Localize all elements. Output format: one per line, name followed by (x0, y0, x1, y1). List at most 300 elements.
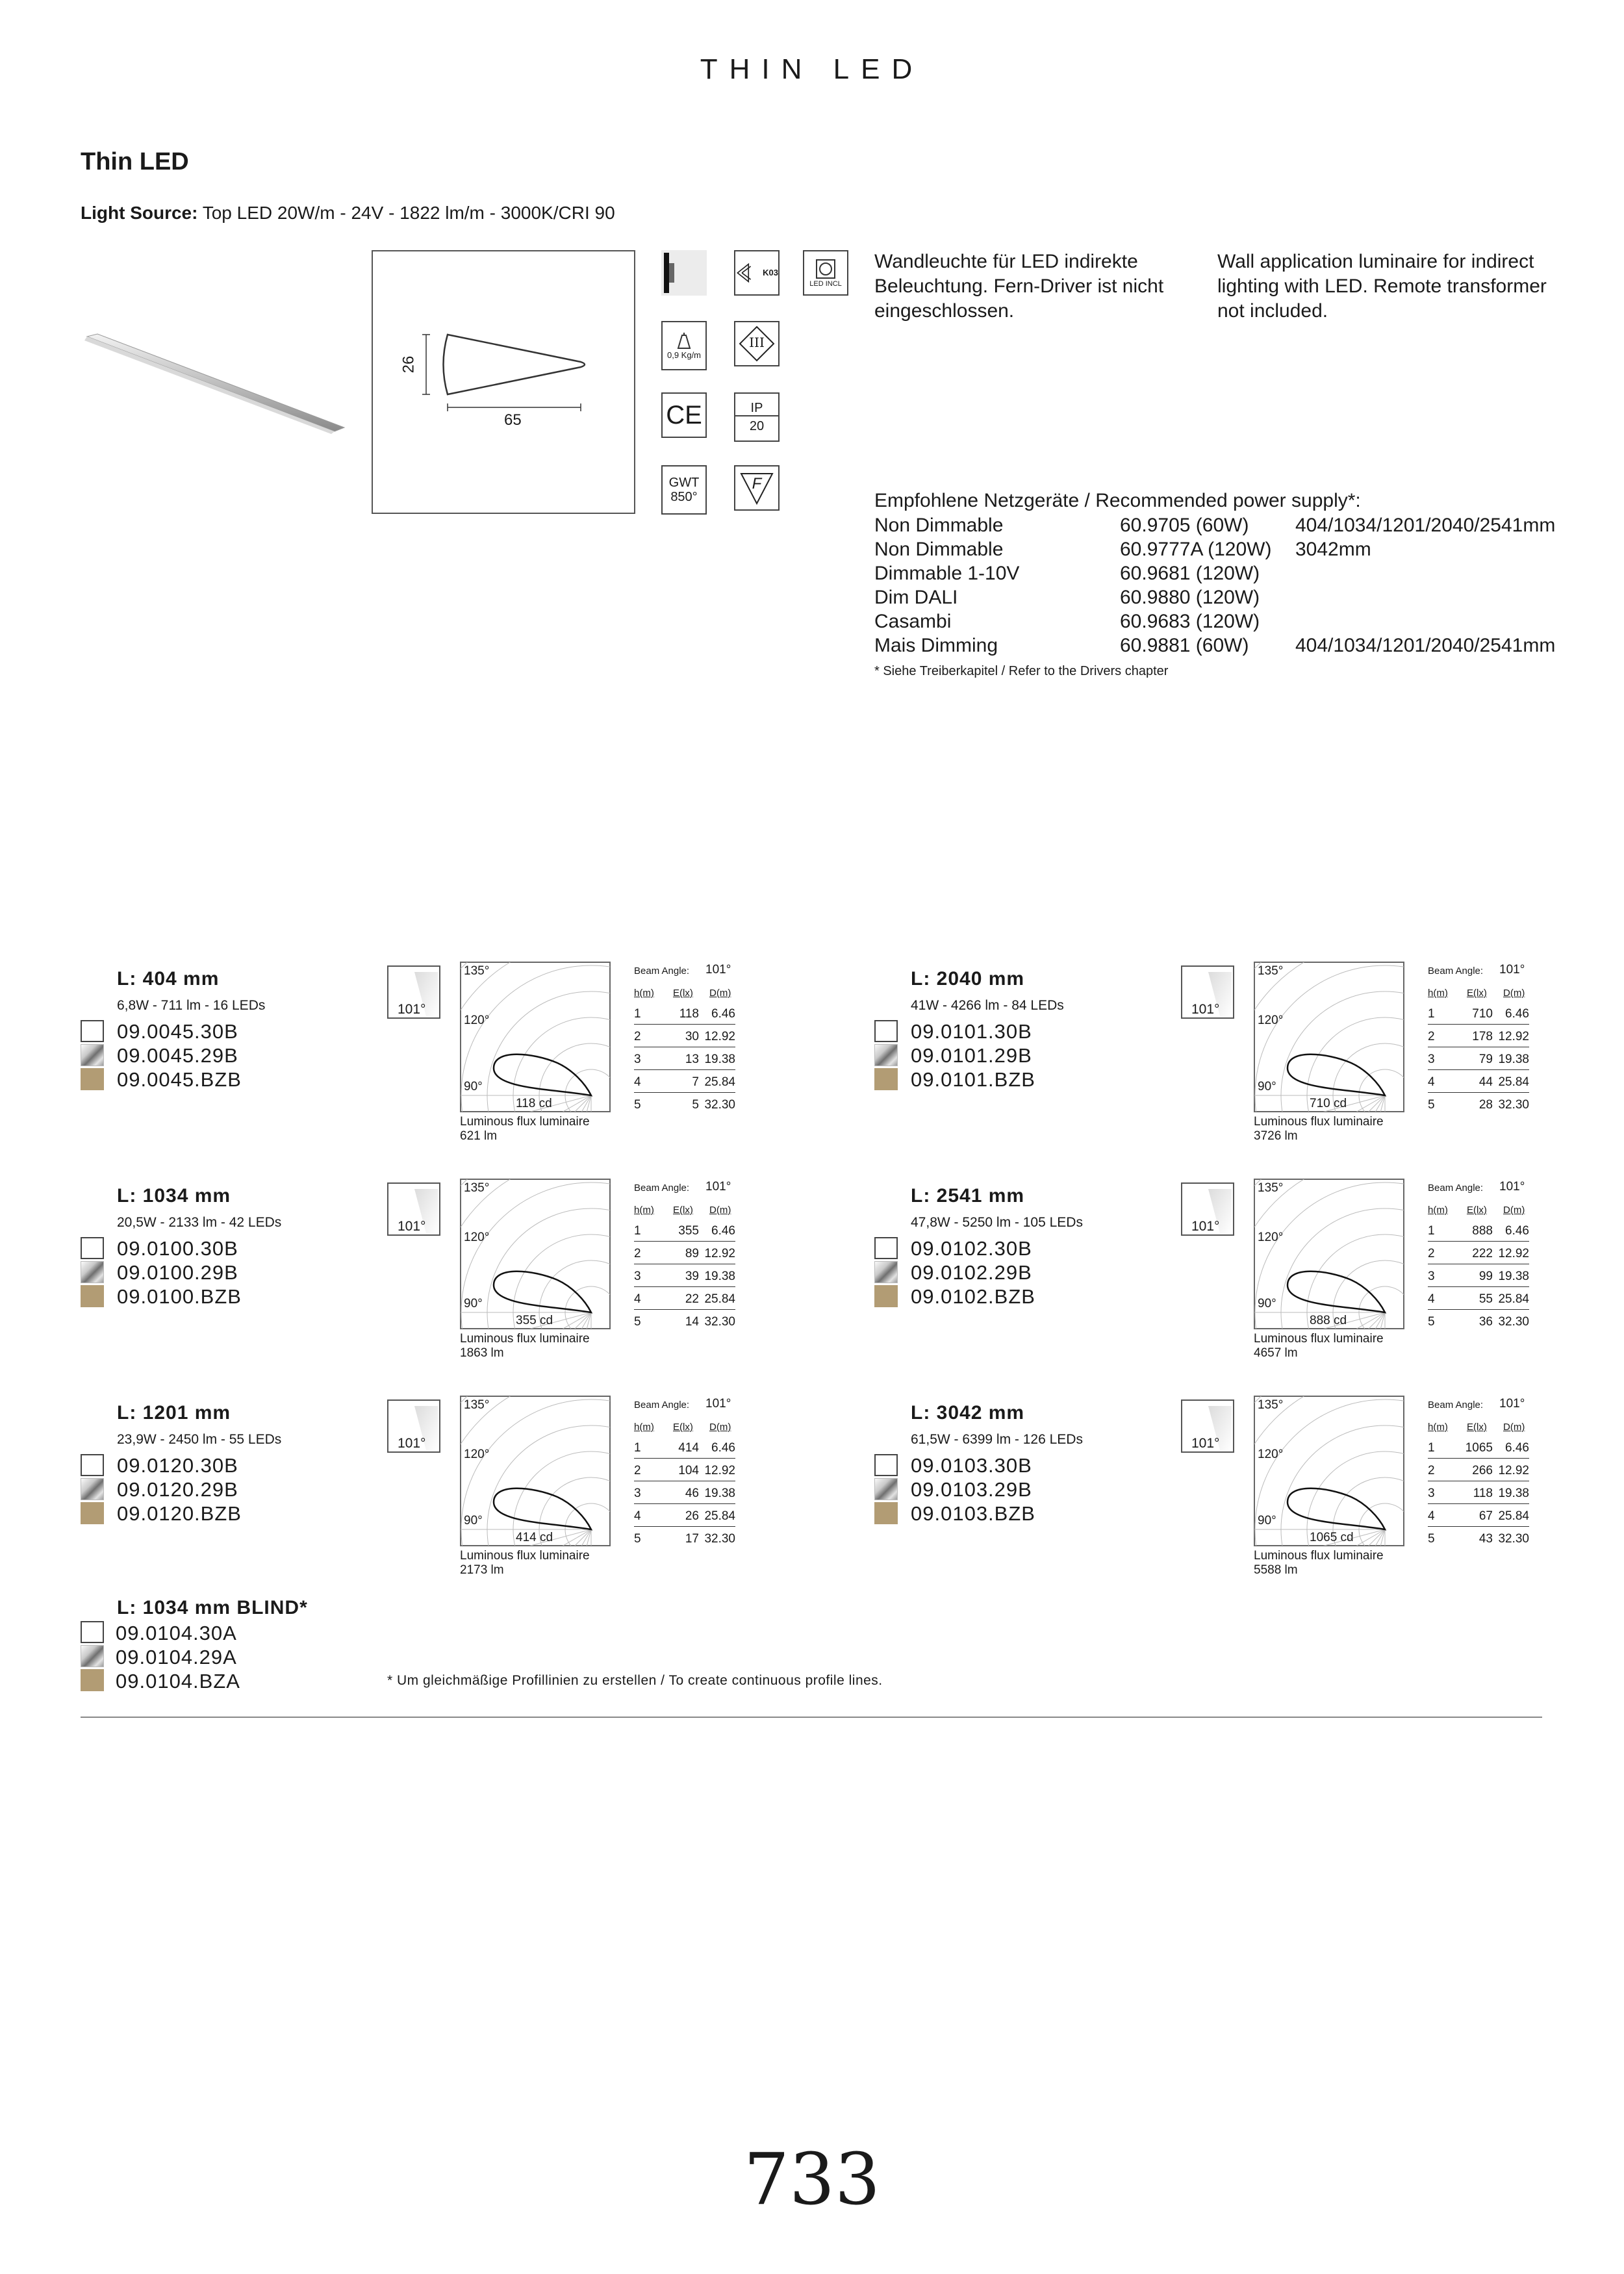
luminous-flux-label: Luminous flux luminaire (460, 1549, 590, 1563)
bronze-finish-swatch (81, 1669, 104, 1691)
protection-class-label: III (749, 335, 765, 350)
product-title: Thin LED (81, 148, 189, 175)
power-supply-name: Dim DALI (874, 587, 958, 608)
table-cell-d: 6.46 (711, 1441, 735, 1455)
table-cell-d: 32.30 (1498, 1532, 1529, 1546)
column-d: D(m) (709, 988, 731, 999)
table-cell-d: 25.84 (1498, 1509, 1529, 1523)
table-cell-h: 1 (634, 1007, 641, 1021)
column-h: h(m) (1428, 1422, 1448, 1433)
polar-diagram (1254, 1179, 1404, 1329)
power-supply-row (874, 513, 1581, 537)
table-row-rule (634, 1092, 735, 1093)
chrome-finish-swatch (874, 1261, 898, 1283)
table-cell-h: 2 (634, 1247, 641, 1260)
power-supply-name: Casambi (874, 611, 952, 632)
beam-angle-value: 101° (398, 1219, 426, 1234)
power-supply-note: * Siehe Treiberkapitel / Refer to the Drivers chapter (874, 664, 1169, 678)
article-code: 09.0045.29B (117, 1044, 238, 1067)
table-cell-d: 6.46 (1505, 1007, 1529, 1021)
table-cell-e: 710 (1472, 1007, 1493, 1021)
chrome-finish-swatch (81, 1261, 104, 1283)
variant-title: L: 1201 mm (117, 1402, 231, 1424)
beam-angle-table-value: 101° (705, 963, 731, 977)
beam-angle-value: 101° (398, 1002, 426, 1017)
column-d: D(m) (709, 1422, 731, 1433)
table-cell-e: 14 (685, 1315, 699, 1329)
power-supply-name: Dimmable 1-10V (874, 563, 1020, 584)
luminous-flux-label: Luminous flux luminaire (1254, 1549, 1384, 1563)
table-cell-e: 17 (685, 1532, 699, 1546)
table-cell-e: 28 (1478, 1098, 1493, 1112)
table-cell-h: 2 (1428, 1464, 1435, 1477)
table-cell-h: 2 (634, 1464, 641, 1477)
table-cell-e: 5 (692, 1098, 699, 1112)
polar-diagram (460, 1396, 611, 1546)
article-code: 09.0103.29B (911, 1478, 1032, 1501)
blind-code-bronze: 09.0104.BZA (116, 1670, 240, 1693)
blind-code-chrome: 09.0104.29A (116, 1646, 237, 1668)
table-cell-e: 79 (1478, 1053, 1493, 1066)
table-cell-e: 104 (678, 1464, 699, 1477)
article-code: 09.0045.BZB (117, 1068, 242, 1091)
gwt-icon (661, 465, 707, 515)
power-supply-row (874, 609, 1581, 633)
luminous-flux-value: 621 lm (460, 1129, 498, 1143)
table-cell-d: 12.92 (704, 1247, 735, 1260)
power-supply-code: 60.9881 (60W) (1120, 635, 1249, 656)
table-cell-h: 3 (634, 1487, 641, 1500)
angle-120-label: 120° (1258, 1448, 1284, 1461)
gwt-value: 850° (670, 490, 698, 504)
table-row-rule (634, 1309, 735, 1310)
column-h: h(m) (634, 1205, 654, 1216)
table-row-rule (634, 1241, 735, 1242)
table-cell-h: 3 (634, 1270, 641, 1283)
table-cell-d: 32.30 (1498, 1098, 1529, 1112)
angle-120-label: 120° (464, 1448, 490, 1461)
peak-intensity-label: 118 cd (516, 1097, 552, 1110)
f-mark-icon (734, 465, 780, 511)
table-cell-h: 4 (634, 1075, 641, 1089)
beam-angle-label: Beam Angle: (634, 1182, 690, 1194)
article-code: 09.0103.BZB (911, 1502, 1035, 1525)
table-cell-h: 1 (634, 1441, 641, 1455)
polar-diagram (1254, 1396, 1404, 1546)
table-row-rule (634, 1069, 735, 1070)
table-cell-e: 355 (678, 1224, 699, 1238)
table-cell-h: 4 (634, 1509, 641, 1523)
angle-135-label: 135° (1258, 1181, 1284, 1195)
beam-angle-table-value: 101° (705, 1180, 731, 1194)
beam-angle-value: 101° (1191, 1436, 1220, 1451)
table-cell-d: 12.92 (1498, 1464, 1529, 1477)
column-e: E(lx) (1467, 1205, 1487, 1216)
profile-drawing (373, 251, 634, 513)
table-cell-e: 888 (1472, 1224, 1493, 1238)
profile-height: 26 (400, 355, 418, 374)
peak-intensity-label: 355 cd (516, 1314, 553, 1327)
peak-intensity-label: 414 cd (516, 1531, 553, 1544)
peak-intensity-label: 710 cd (1310, 1097, 1347, 1110)
article-code: 09.0102.30B (911, 1237, 1032, 1260)
table-cell-h: 5 (1428, 1532, 1435, 1546)
table-cell-h: 1 (1428, 1007, 1435, 1021)
wall-mount-icon (661, 250, 707, 296)
white-finish-swatch (81, 1454, 104, 1476)
table-cell-h: 1 (634, 1224, 641, 1238)
power-supply-row (874, 633, 1581, 658)
table-row-rule (1428, 1241, 1529, 1242)
angle-135-label: 135° (1258, 964, 1284, 978)
variant-title: L: 1034 mm (117, 1185, 231, 1207)
table-cell-d: 25.84 (704, 1509, 735, 1523)
angle-135-label: 135° (1258, 1398, 1284, 1412)
luminous-flux-value: 5588 lm (1254, 1563, 1298, 1577)
table-row-rule (1428, 1024, 1529, 1025)
luminous-flux-label: Luminous flux luminaire (1254, 1332, 1384, 1346)
led-included-icon (803, 250, 848, 296)
table-row-rule (1428, 1309, 1529, 1310)
column-e: E(lx) (1467, 1422, 1487, 1433)
beam-angle-label: Beam Angle: (1428, 965, 1484, 977)
variant-title: L: 3042 mm (911, 1402, 1025, 1424)
chrome-finish-swatch (81, 1478, 104, 1500)
table-cell-h: 4 (634, 1292, 641, 1306)
table-cell-h: 2 (1428, 1030, 1435, 1043)
table-cell-e: 67 (1478, 1509, 1493, 1523)
luminous-flux-value: 3726 lm (1254, 1129, 1298, 1143)
angle-120-label: 120° (464, 1231, 490, 1244)
column-h: h(m) (634, 988, 654, 999)
column-e: E(lx) (673, 1205, 693, 1216)
variant-spec: 61,5W - 6399 lm - 126 LEDs (911, 1432, 1083, 1447)
table-cell-h: 4 (1428, 1509, 1435, 1523)
variant-title: L: 2541 mm (911, 1185, 1025, 1207)
angle-135-label: 135° (464, 964, 490, 978)
article-code: 09.0120.29B (117, 1478, 238, 1501)
table-cell-d: 19.38 (1498, 1487, 1529, 1500)
table-cell-d: 12.92 (1498, 1030, 1529, 1043)
table-cell-e: 22 (685, 1292, 699, 1306)
bronze-finish-swatch (81, 1502, 104, 1524)
variant-spec: 23,9W - 2450 lm - 55 LEDs (117, 1432, 282, 1447)
table-cell-e: 30 (685, 1030, 699, 1043)
table-cell-e: 39 (685, 1270, 699, 1283)
power-supply-code: 60.9681 (120W) (1120, 563, 1260, 584)
ce-mark-icon: CE (661, 392, 707, 438)
light-source-label: Light Source: (81, 203, 198, 223)
protection-class-icon (734, 321, 780, 366)
table-cell-e: 118 (1473, 1487, 1493, 1500)
table-row-rule (1428, 1526, 1529, 1527)
beam-angle-value: 101° (398, 1436, 426, 1451)
angle-120-label: 120° (1258, 1231, 1284, 1244)
article-code: 09.0100.30B (117, 1237, 238, 1260)
angle-135-label: 135° (464, 1398, 490, 1412)
variant-spec: 6,8W - 711 lm - 16 LEDs (117, 998, 266, 1013)
table-cell-h: 1 (1428, 1441, 1435, 1455)
power-supply-lengths (1295, 609, 1581, 633)
table-cell-e: 178 (1472, 1030, 1493, 1043)
table-cell-d: 12.92 (704, 1464, 735, 1477)
chrome-finish-swatch (874, 1044, 898, 1066)
description-de: Wandleuchte für LED indirekte Beleuchtung. Fern-Driver ist nicht eingeschlossen. (874, 251, 1164, 322)
table-cell-d: 32.30 (1498, 1315, 1529, 1329)
page-header-title: THIN LED (700, 53, 924, 85)
table-cell-d: 32.30 (704, 1315, 735, 1329)
table-cell-d: 6.46 (711, 1007, 735, 1021)
bronze-finish-swatch (874, 1285, 898, 1307)
beam-angle-table-value: 101° (705, 1397, 731, 1411)
table-cell-h: 5 (634, 1098, 641, 1112)
table-row-rule (1428, 1092, 1529, 1093)
table-cell-d: 25.84 (1498, 1292, 1529, 1306)
table-cell-h: 2 (1428, 1247, 1435, 1260)
beam-angle-table-value: 101° (1499, 1180, 1525, 1194)
table-cell-e: 55 (1478, 1292, 1493, 1306)
angle-90-label: 90° (464, 1514, 483, 1527)
power-supply-row (874, 585, 1581, 609)
table-row-rule (1428, 1069, 1529, 1070)
white-finish-swatch (81, 1237, 104, 1259)
power-supply-code: 60.9777A (120W) (1120, 539, 1272, 560)
white-finish-swatch (874, 1237, 898, 1259)
table-cell-e: 414 (678, 1441, 699, 1455)
beam-angle-table-value: 101° (1499, 1397, 1525, 1411)
table-cell-e: 13 (685, 1053, 699, 1066)
power-supply-lengths: 404/1034/1201/2040/2541mm (1295, 635, 1556, 656)
column-e: E(lx) (1467, 988, 1487, 999)
article-code: 09.0102.BZB (911, 1285, 1035, 1308)
beam-angle-label: Beam Angle: (1428, 1399, 1484, 1411)
led-included-label: LED INCL (809, 279, 842, 288)
luminous-flux-value: 4657 lm (1254, 1346, 1298, 1360)
description-en: Wall application luminaire for indirect lighting with LED. Remote transformer not included. (1217, 251, 1547, 322)
beam-angle-label: Beam Angle: (1428, 1182, 1484, 1194)
article-code: 09.0101.29B (911, 1044, 1032, 1067)
angle-135-label: 135° (464, 1181, 490, 1195)
table-cell-e: 99 (1478, 1270, 1493, 1283)
table-row-rule (634, 1503, 735, 1504)
column-d: D(m) (1503, 988, 1525, 999)
column-d: D(m) (1503, 1205, 1525, 1216)
column-e: E(lx) (673, 1422, 693, 1433)
chrome-finish-swatch (81, 1645, 104, 1667)
beam-angle-label: Beam Angle: (634, 1399, 690, 1411)
power-supply-lengths: 3042mm (1295, 539, 1371, 560)
table-cell-d: 6.46 (711, 1224, 735, 1238)
table-cell-e: 46 (685, 1487, 699, 1500)
power-supply-lengths (1295, 585, 1581, 609)
table-row-rule (634, 1526, 735, 1527)
power-supply-lengths: 404/1034/1201/2040/2541mm (1295, 515, 1556, 536)
table-cell-h: 5 (1428, 1098, 1435, 1112)
table-cell-d: 19.38 (1498, 1053, 1529, 1066)
beam-angle-table-value: 101° (1499, 963, 1525, 977)
peak-intensity-label: 1065 cd (1310, 1531, 1354, 1544)
article-code: 09.0120.30B (117, 1454, 238, 1477)
variant-spec: 47,8W - 5250 lm - 105 LEDs (911, 1215, 1083, 1230)
led-chip-icon (815, 258, 837, 280)
table-row-rule (634, 1286, 735, 1287)
ip-value: 20 (735, 415, 778, 433)
variant-title: L: 404 mm (117, 968, 220, 990)
article-code: 09.0102.29B (911, 1261, 1032, 1284)
energy-class-icon (734, 250, 780, 296)
table-cell-e: 36 (1478, 1315, 1493, 1329)
table-cell-d: 19.38 (1498, 1270, 1529, 1283)
product-photo (78, 325, 351, 442)
bronze-finish-swatch (81, 1285, 104, 1307)
power-supply-code: 60.9880 (120W) (1120, 587, 1260, 608)
blind-variant-title: L: 1034 mm BLIND* (117, 1597, 308, 1618)
luminous-flux-label: Luminous flux luminaire (1254, 1115, 1384, 1129)
f-mark-label: F (752, 475, 762, 492)
weight-label: 0,9 Kg/m (666, 350, 702, 360)
column-h: h(m) (634, 1422, 654, 1433)
luminous-flux-label: Luminous flux luminaire (460, 1332, 590, 1346)
table-cell-e: 44 (1478, 1075, 1493, 1089)
article-code: 09.0100.29B (117, 1261, 238, 1284)
beam-angle-label: Beam Angle: (634, 965, 690, 977)
power-supply-row (874, 561, 1581, 585)
power-supply-name: Non Dimmable (874, 515, 1004, 536)
angle-90-label: 90° (464, 1297, 483, 1310)
table-cell-e: 43 (1478, 1532, 1493, 1546)
power-supply-code: 60.9683 (120W) (1120, 611, 1260, 632)
table-cell-e: 7 (692, 1075, 699, 1089)
table-row-rule (634, 1024, 735, 1025)
polar-diagram (460, 1179, 611, 1329)
table-cell-d: 25.84 (704, 1075, 735, 1089)
polar-diagram (460, 962, 611, 1112)
luminous-flux-value: 2173 lm (460, 1563, 504, 1577)
bronze-finish-swatch (874, 1502, 898, 1524)
table-row-rule (1428, 1458, 1529, 1459)
variant-spec: 20,5W - 2133 lm - 42 LEDs (117, 1215, 282, 1230)
table-cell-d: 6.46 (1505, 1224, 1529, 1238)
angle-90-label: 90° (1258, 1297, 1276, 1310)
page-number: 733 (744, 2138, 880, 2221)
white-finish-swatch (874, 1454, 898, 1476)
article-code: 09.0045.30B (117, 1020, 238, 1043)
table-cell-h: 4 (1428, 1292, 1435, 1306)
table-cell-e: 222 (1472, 1247, 1493, 1260)
ip-rating-icon (734, 392, 780, 442)
light-source (81, 203, 615, 224)
table-cell-e: 1065 (1465, 1441, 1493, 1455)
power-supply-name: Mais Dimming (874, 635, 998, 656)
variant-title: L: 2040 mm (911, 968, 1025, 990)
white-finish-swatch (874, 1020, 898, 1042)
table-cell-h: 5 (1428, 1315, 1435, 1329)
beam-angle-value: 101° (1191, 1002, 1220, 1017)
column-d: D(m) (1503, 1422, 1525, 1433)
table-cell-d: 19.38 (704, 1487, 735, 1500)
chrome-finish-swatch (81, 1044, 104, 1066)
profile-drawing-box (372, 250, 635, 514)
table-cell-h: 3 (1428, 1053, 1435, 1066)
table-cell-e: 118 (679, 1007, 699, 1021)
table-cell-e: 266 (1472, 1464, 1493, 1477)
table-row-rule (1428, 1503, 1529, 1504)
column-h: h(m) (1428, 1205, 1448, 1216)
table-cell-e: 26 (685, 1509, 699, 1523)
gwt-label: GWT (668, 476, 700, 490)
luminous-flux-label: Luminous flux luminaire (460, 1115, 590, 1129)
table-cell-d: 19.38 (704, 1270, 735, 1283)
table-cell-h: 3 (1428, 1487, 1435, 1500)
power-supply-code: 60.9705 (60W) (1120, 515, 1249, 536)
table-row-rule (1428, 1286, 1529, 1287)
column-h: h(m) (1428, 988, 1448, 999)
power-supply-row (874, 537, 1581, 561)
blind-code-white: 09.0104.30A (116, 1622, 237, 1644)
table-cell-d: 32.30 (704, 1098, 735, 1112)
angle-120-label: 120° (1258, 1014, 1284, 1027)
white-finish-swatch (81, 1020, 104, 1042)
profile-width: 65 (504, 411, 522, 429)
bronze-finish-swatch (874, 1068, 898, 1090)
divider (81, 1717, 1542, 1718)
weight-bell-icon (674, 331, 694, 351)
angle-90-label: 90° (1258, 1080, 1276, 1093)
column-d: D(m) (709, 1205, 731, 1216)
angle-90-label: 90° (1258, 1514, 1276, 1527)
variant-spec: 41W - 4266 lm - 84 LEDs (911, 998, 1064, 1013)
table-cell-d: 25.84 (1498, 1075, 1529, 1089)
bronze-finish-swatch (81, 1068, 104, 1090)
light-source-value: Top LED 20W/m - 24V - 1822 lm/m - 3000K/CRI 90 (202, 203, 615, 223)
article-code: 09.0100.BZB (117, 1285, 242, 1308)
table-cell-h: 3 (634, 1053, 641, 1066)
table-cell-d: 25.84 (704, 1292, 735, 1306)
white-finish-swatch (81, 1621, 104, 1643)
ip-label: IP (750, 401, 763, 415)
article-code: 09.0120.BZB (117, 1502, 242, 1525)
chrome-finish-swatch (874, 1478, 898, 1500)
table-cell-d: 12.92 (1498, 1247, 1529, 1260)
table-cell-d: 19.38 (704, 1053, 735, 1066)
table-cell-h: 5 (634, 1532, 641, 1546)
footnote: * Um gleichmäßige Profillinien zu erstellen / To create continuous profile lines. (387, 1673, 883, 1688)
table-cell-h: 2 (634, 1030, 641, 1043)
table-cell-h: 3 (1428, 1270, 1435, 1283)
power-supply-name: Non Dimmable (874, 539, 1004, 560)
column-e: E(lx) (673, 988, 693, 999)
table-cell-h: 1 (1428, 1224, 1435, 1238)
table-cell-e: 89 (685, 1247, 699, 1260)
beam-angle-value: 101° (1191, 1219, 1220, 1234)
table-row-rule (634, 1458, 735, 1459)
table-cell-h: 4 (1428, 1075, 1435, 1089)
table-cell-d: 6.46 (1505, 1441, 1529, 1455)
luminous-flux-value: 1863 lm (460, 1346, 504, 1360)
angle-90-label: 90° (464, 1080, 483, 1093)
article-code: 09.0103.30B (911, 1454, 1032, 1477)
table-cell-h: 5 (634, 1315, 641, 1329)
weight-icon (661, 321, 707, 370)
peak-intensity-label: 888 cd (1310, 1314, 1347, 1327)
power-supply-table (874, 513, 1581, 658)
polar-diagram (1254, 962, 1404, 1112)
table-cell-d: 32.30 (704, 1532, 735, 1546)
article-code: 09.0101.30B (911, 1020, 1032, 1043)
power-supply-lengths (1295, 561, 1581, 585)
angle-120-label: 120° (464, 1014, 490, 1027)
power-supply-heading: Empfohlene Netzgeräte / Recommended power supply*: (874, 490, 1361, 511)
